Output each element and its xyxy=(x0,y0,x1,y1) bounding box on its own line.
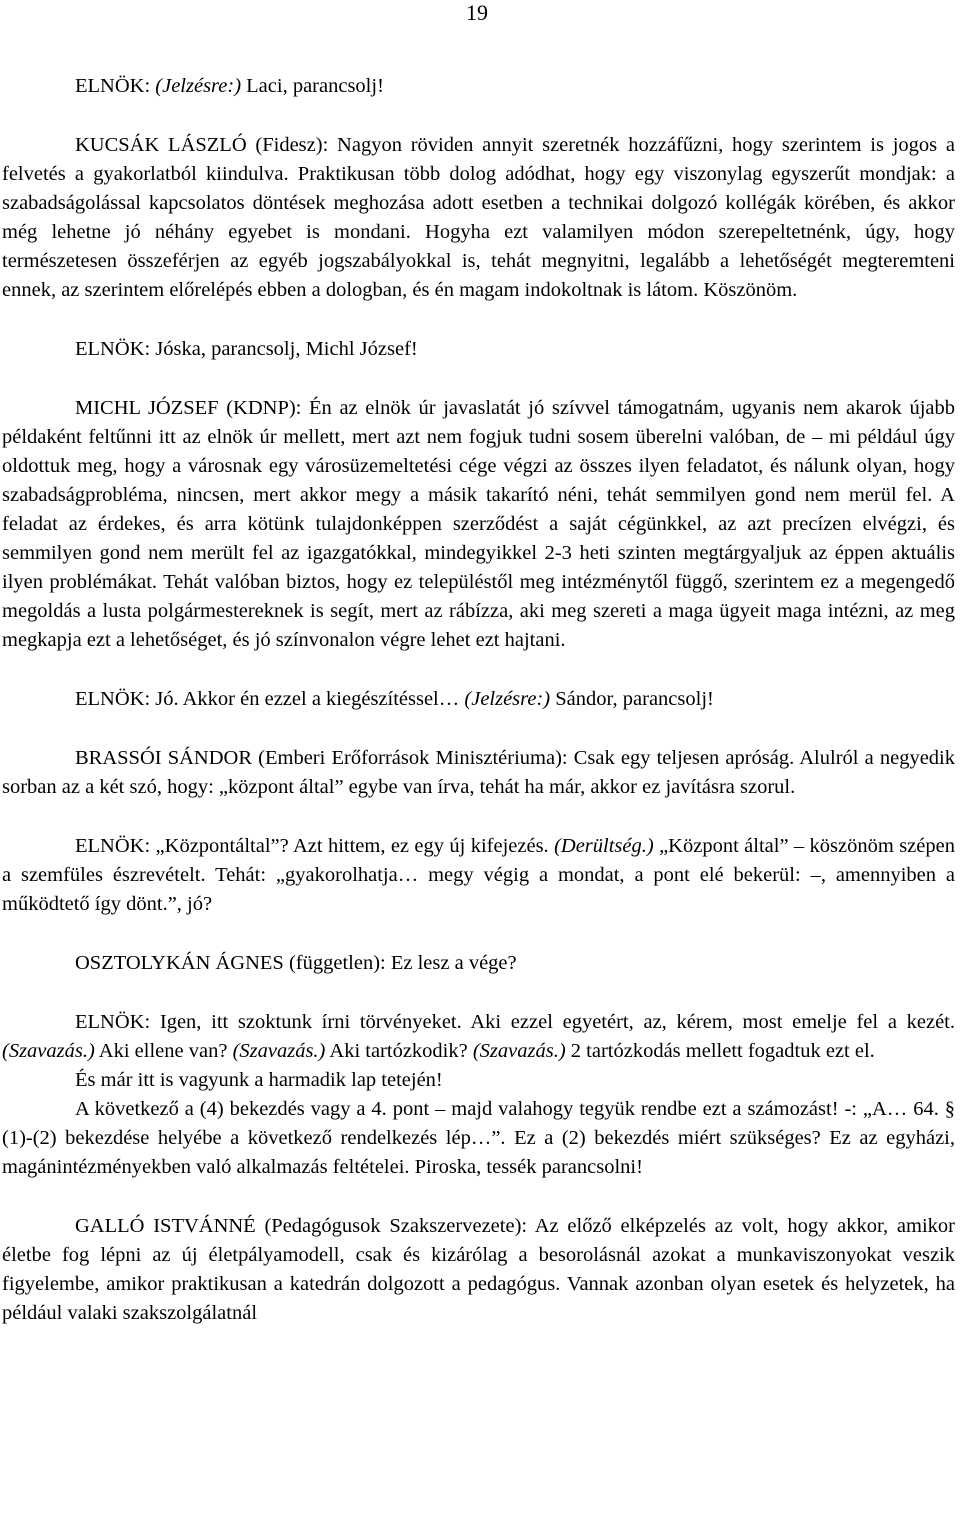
speaker-name: KUCSÁK LÁSZLÓ (Fidesz): xyxy=(75,134,329,156)
stage-direction: (Szavazás.) xyxy=(2,1040,95,1062)
page-number: 19 xyxy=(466,0,488,25)
paragraph-michl-jozsef xyxy=(2,394,955,655)
paragraph-text: A következő a (4) bekezdés vagy a 4. pont – majd valahogy tegyük rendbe ezt a számozást! -: „A… 64. § (1)-(2) bekezdése helyébe a következő rendelkezés lép…”. Ez a (2) bekezdés miért szükséges? Ez az egyházi, magánintézményekben való alkalmazás feltételei. Piroska, tessék parancsolni! xyxy=(2,1098,955,1178)
paragraph-text: Csak egy teljesen apróság. Alulról a negyedik sorban az a két szó, hogy: „központ által” egybe van írva, tehát ha már, akkor ez javításra szorul. xyxy=(2,747,955,798)
paragraph-elnok-2 xyxy=(2,335,955,364)
stage-direction: (Szavazás.) xyxy=(472,1040,566,1062)
paragraph-elnok-4 xyxy=(2,832,955,919)
speaker-name: ELNÖK: xyxy=(75,688,151,710)
speaker-name: OSZTOLYKÁN ÁGNES (független): xyxy=(75,952,386,974)
stage-direction: (Derültség.) xyxy=(554,835,654,857)
stage-direction: (Jelzésre:) xyxy=(464,688,551,710)
paragraph-elnok-7 xyxy=(2,1095,955,1182)
speaker-name: ELNÖK: xyxy=(75,835,151,857)
stage-direction: (Jelzésre:) xyxy=(155,75,242,97)
paragraph-text: Jó. Akkor én ezzel a kiegészítéssel… xyxy=(150,688,465,710)
paragraph-text: Aki ellene van? xyxy=(94,1040,233,1062)
paragraph-elnok-1 xyxy=(2,72,955,101)
speaker-name: BRASSÓI SÁNDOR (Emberi Erőforrások Minisztériuma): xyxy=(75,747,568,769)
paragraph-text: És már itt is vagyunk a harmadik lap tetején! xyxy=(75,1069,443,1091)
paragraph-text: Én az elnök úr javaslatát jó szívvel támogatnám, ugyanis nem akarok újabb példaként feltűnni itt az elnök úr mellett, mert azt nem fogjuk tudni sosem überelni valóban, de – mi például úgy oldottuk meg, hogy a városnak egy városüzemeltetési cége végzi az összes ilyen feladatot, és nálunk olyan, hogy szabadságprobléma, nincsen, mert akkor megy a másik takarító néni, tehát semmilyen gond nem merül fel. A feladat az érdekes, és arra kötünk tulajdonképpen szerződést a saját cégünkkel, az azt precízen elvégzi, és semmilyen gond nem merült fel az igazgatókkal, mindegyikkel 2-3 heti szinten megtárgyaljuk az éppen aktuális ilyen problémákat. Tehát valóban biztos, hogy ez településtől meg intézménytől függő, szerintem ez a megengedő megoldás a lusta polgármestereknek is segít, mert az rábízza, aki meg szereti a maga ügyeit maga intézni, az meg megkapja ezt a lehetőséget, és jó színvonalon végre lehet ezt hajtani. xyxy=(2,397,955,651)
speaker-name: ELNÖK: xyxy=(75,1011,151,1033)
paragraph-text: „Központáltal”? Azt hittem, ez egy új kifejezés. xyxy=(150,835,555,857)
speaker-name: ELNÖK: xyxy=(75,75,156,97)
paragraph-osztolykan-agnes xyxy=(2,949,955,978)
paragraph-text: „Központ által” – köszönöm szépen a szemfüles észrevételt. Tehát: „gyakorolhatja… megy végig a mondat, a pont elé bekerül: –, amennyiben a működtető így dönt.”, jó? xyxy=(2,835,955,915)
paragraph-elnok-3 xyxy=(2,685,955,714)
stage-direction: (Szavazás.) xyxy=(232,1040,326,1062)
paragraph-text: Nagyon röviden annyit szeretnék hozzáfűzni, hogy szerintem is jogos a felvetés a gyakorlatból kiindulva. Praktikusan több dolog adódhat, hogy egy viszonylag egyszerűt mondjak: a szabadságolással kapcsolatos döntések meghozása adott esetben a technikai dolgozó kollégák körében, és akkor még lehetne jó néhány egyebet is mondani. Hogyha ezt valamilyen módon szerepeltetnénk, úgy, hogy természetesen összeférjen az egyéb jogszabályokkal is, tehát megnyitni, legalább a lehetőségét megteremteni ennek, az szerintem előrelépés ebben a dologban, és én magam indokoltnak is látom. Köszönöm. xyxy=(2,134,955,301)
speaker-name: MICHL JÓZSEF (KDNP): xyxy=(75,397,302,419)
document-body xyxy=(2,72,955,1328)
paragraph-text: 2 tartózkodás mellett fogadtuk ezt el. xyxy=(565,1040,875,1062)
paragraph-text: Igen, itt szoktunk írni törvényeket. Aki ezzel egyetért, az, kérem, most emelje fel a kezét. xyxy=(150,1011,955,1033)
paragraph-text: Jóska, parancsolj, Michl József! xyxy=(150,338,418,360)
paragraph-text: Aki tartózkodik? xyxy=(325,1040,473,1062)
paragraph-text: Ez lesz a vége? xyxy=(385,952,517,974)
speaker-name: GALLÓ ISTVÁNNÉ (Pedagógusok Szakszervezete): xyxy=(75,1215,528,1237)
paragraph-kucsak-laszlo xyxy=(2,131,955,305)
paragraph-text: Laci, parancsolj! xyxy=(241,75,384,97)
paragraph-elnok-6 xyxy=(2,1066,955,1095)
paragraph-text: Az előző elképzelés az volt, hogy akkor, amikor életbe fog lépni az új életpályamodell, csak és kizárólag a besorolásnál azokat a munkaviszonyokat veszik figyelembe, amikor praktikusan a katedrán dolgozott a pedagógus. Vannak azonban olyan esetek és helyzetek, ha például valaki szakszolgálatnál xyxy=(2,1215,955,1324)
paragraph-gallo-istvanne xyxy=(2,1212,955,1328)
paragraph-brassoi-sandor xyxy=(2,744,955,802)
paragraph-elnok-5 xyxy=(2,1008,955,1066)
speaker-name: ELNÖK: xyxy=(75,338,151,360)
paragraph-text: Sándor, parancsolj! xyxy=(550,688,714,710)
